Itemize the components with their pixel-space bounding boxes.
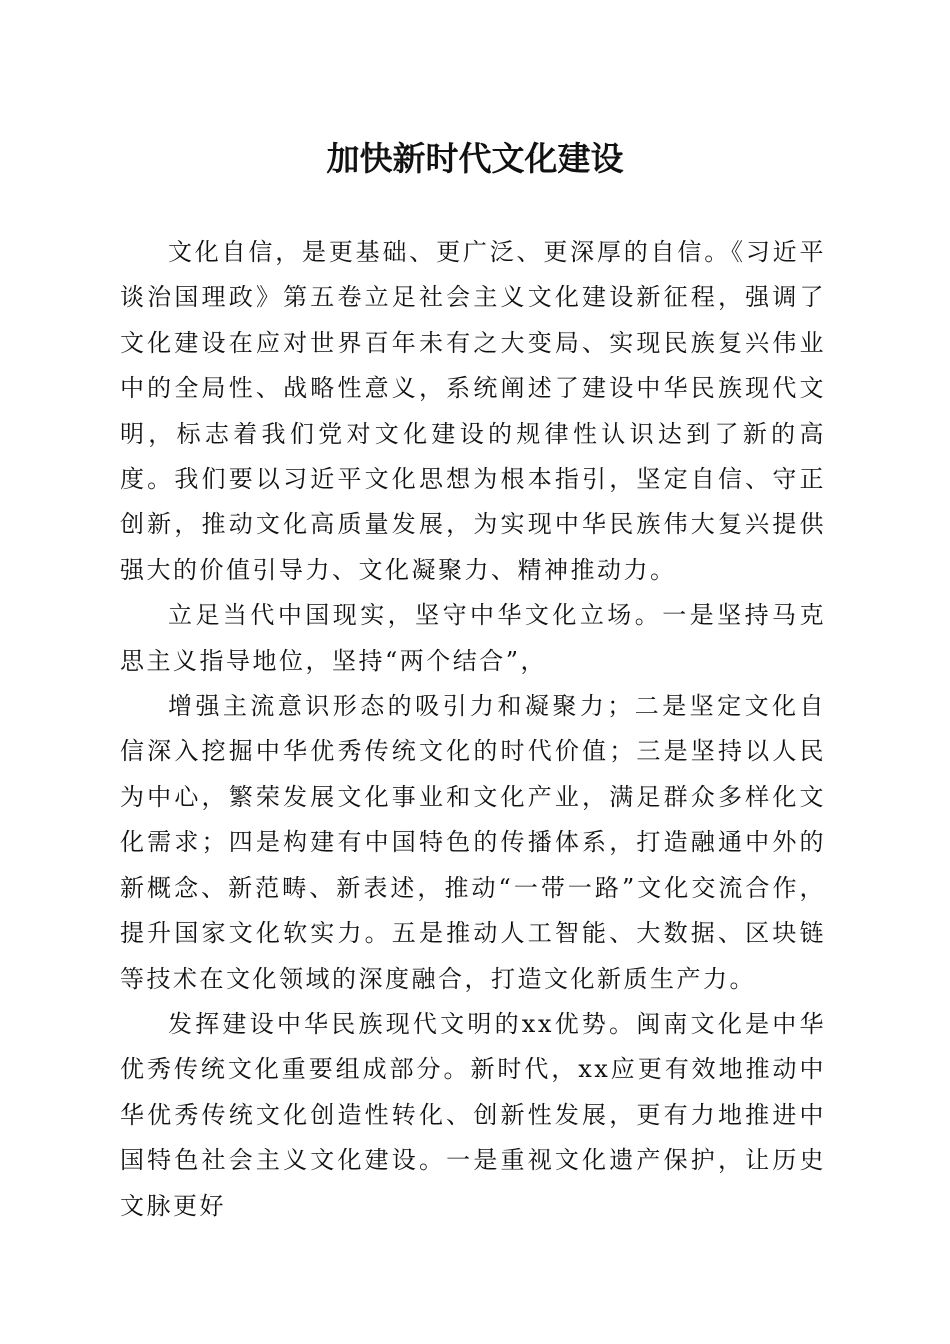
paragraph-cultural-confidence: 文化自信，是更基础、更广泛、更深厚的自信。《习近平谈治国理政》第五卷立足社会主义文化建设新征程，强调了文化建设在应对世界百年未有之大变局、实现民族复兴伟业中的全局性、战略性意义，系统阐述了建设中华民族现代文明，标志着我们党对文化建设的规律性认识达到了新的高度。我们要以习近平文化思想为根本指引，坚定自信、守正创新，推动文化高质量发展，为实现中华民族伟大复兴提供强大的价值引导力、文化凝聚力、精神推动力。 [120, 238, 826, 584]
document-title: 加快新时代文化建设 [326, 139, 624, 178]
paragraph-modern-civilization: 发挥建设中华民族现代文明的xx优势。闽南文化是中华优秀传统文化重要组成部分。新时代，xx应更有效地推动中华优秀传统文化创造性转化、创新性发展，更有力地推进中国特色社会主义文化建设。一是重视文化遗产保护，让历史文脉更好 [120, 1009, 826, 1220]
document-body [120, 230, 826, 1229]
paragraph-mainstream-ideology: 增强主流意识形态的吸引力和凝聚力；二是坚定文化自信深入挖掘中华优秀传统文化的时代价值；三是坚持以人民为中心，繁荣发展文化事业和文化产业，满足群众多样化文化需求；四是构建有中国特色的传播体系，打造融通中外的新概念、新范畴、新表述，推动“一带一路”文化交流合作，提升国家文化软实力。五是推动人工智能、大数据、区块链等技术在文化领域的深度融合，打造文化新质生产力。 [120, 692, 826, 993]
paragraph-chinese-reality: 立足当代中国现实，坚守中华文化立场。一是坚持马克思主义指导地位，坚持“两个结合”， [120, 601, 826, 675]
